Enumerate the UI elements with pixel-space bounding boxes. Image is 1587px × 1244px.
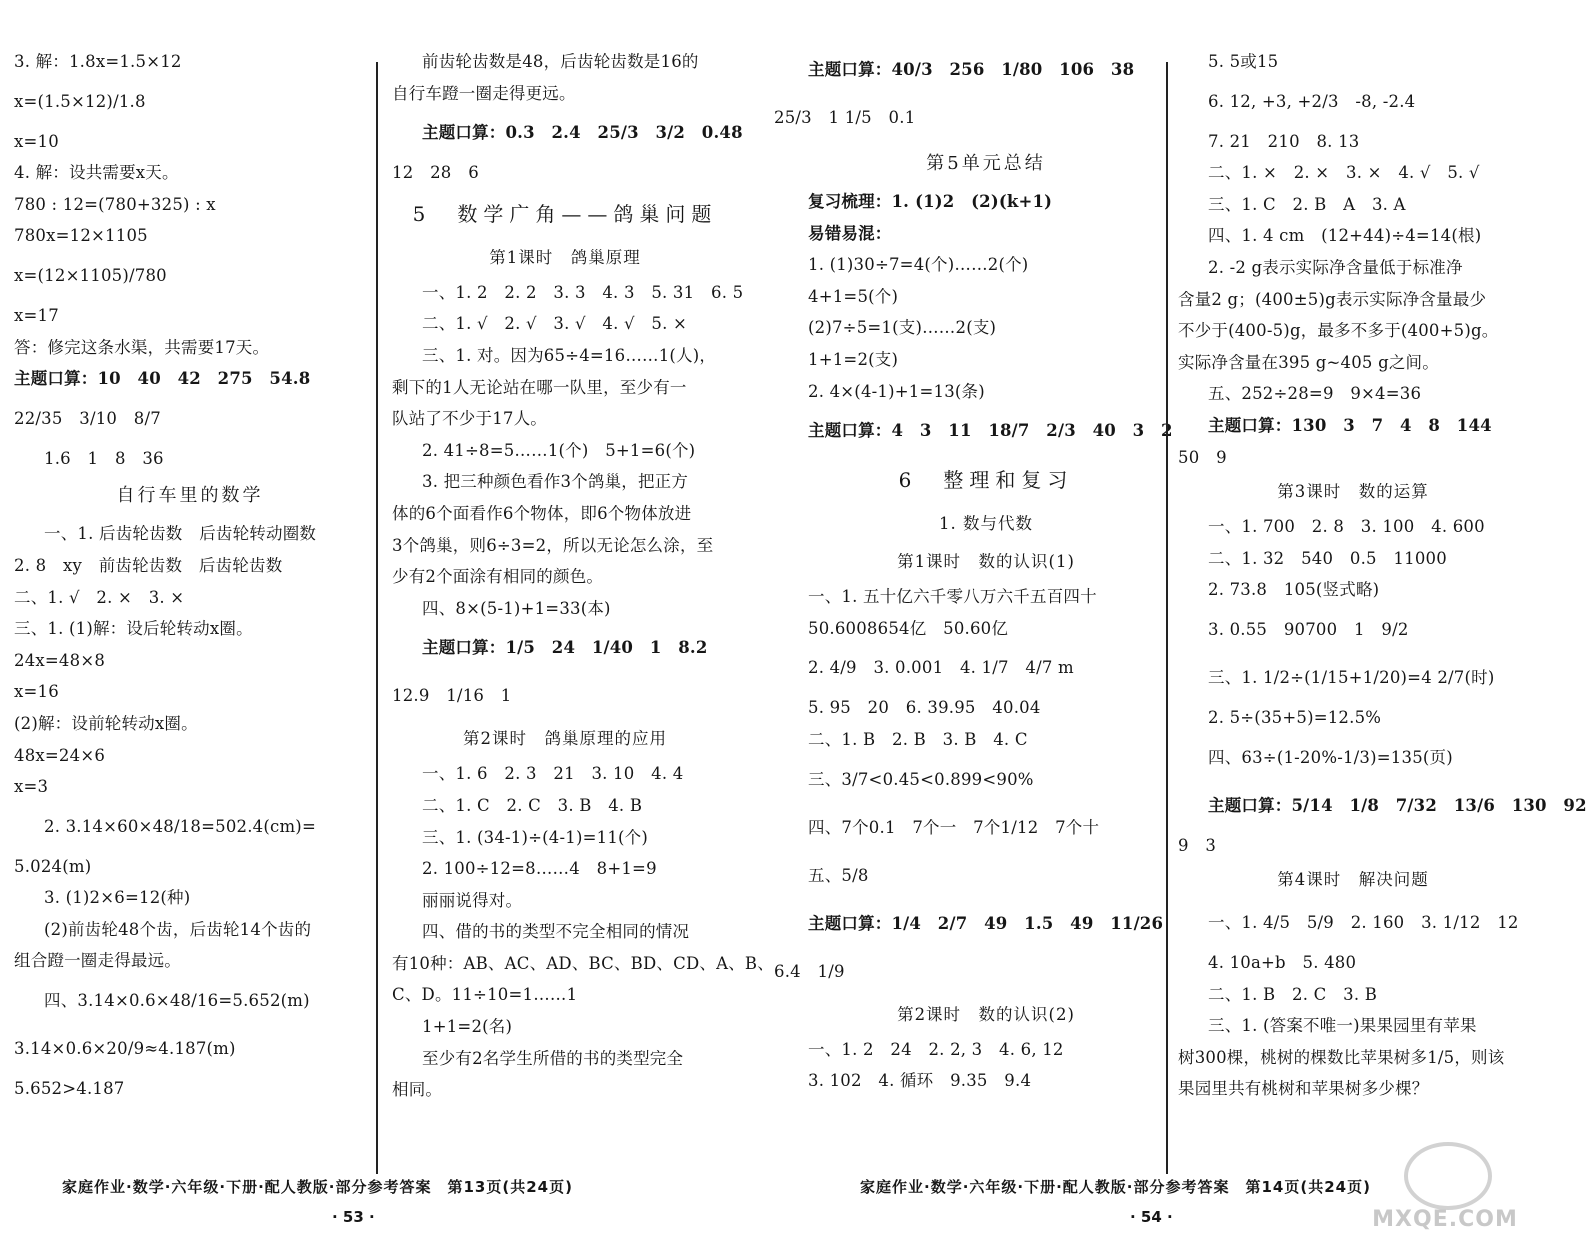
left-page-column-2 xyxy=(392,46,774,1106)
column-divider xyxy=(376,62,378,1174)
answer-line: 前齿轮齿数是48，后齿轮齿数是16的 xyxy=(422,52,699,71)
answer-line: 树300棵，桃树的棵数比苹果树多1/5，则该 xyxy=(1178,1047,1505,1067)
answer-line: 二、1. × 2. × 3. × 4. √ 5. √ xyxy=(1208,163,1480,183)
answer-line: 6. 12, +3, +2/3 -8, -2.4 xyxy=(1208,91,1416,111)
answer-line: 答：修完这条水渠，共需要17天。 xyxy=(14,337,270,357)
answer-line: x=(12×1105)/780 xyxy=(14,265,167,285)
answer-line: 2. 4×(4-1)+1=13(条) xyxy=(808,381,985,401)
mental-math-line: 主题口算：0.3 2.4 25/3 3/2 0.48 xyxy=(422,123,743,143)
answer-line: 二、1. B 2. B 3. B 4. C xyxy=(808,729,1028,749)
answer-line: 一、1. 4/5 5/9 2. 160 3. 1/12 12 xyxy=(1208,913,1519,933)
right-page xyxy=(768,0,1587,1244)
answer-line: 2. 8 xy 前齿轮齿数 后齿轮齿数 xyxy=(14,555,283,575)
answer-line: 五、252÷28=9 9×4=36 xyxy=(1208,384,1422,404)
answer-line: 四、7个0.1 7个一 7个1/12 7个十 xyxy=(808,817,1100,837)
answer-line: 3. 0.55 90700 1 9/2 xyxy=(1208,619,1409,639)
answer-line: 5. 5或15 xyxy=(1208,52,1279,71)
answer-line: 四、借的书的类型不完全相同的情况 xyxy=(422,922,690,942)
mental-math-line: 主题口算：4 3 11 18/7 2/3 40 3 2 xyxy=(808,421,1173,441)
answer-line: 一、1. 后齿轮齿数 后齿轮转动圈数 xyxy=(44,524,317,544)
answer-line: 2. 100÷12=8……4 8+1=9 xyxy=(422,859,657,879)
mental-math-line: 主题口算：1/4 2/7 49 1.5 49 11/26 xyxy=(808,913,1164,933)
answer-line: 丽丽说得对。 xyxy=(422,890,523,910)
mental-math-line: 主题口算：5/14 1/8 7/32 13/6 130 92 xyxy=(1208,795,1587,815)
page-number: · 54 · xyxy=(1130,1208,1173,1226)
answer-line: 3个鸽巢，则6÷3=2，所以无论怎么涂，至 xyxy=(392,535,714,555)
answer-line: x=(1.5×12)/1.8 xyxy=(14,91,146,111)
answer-line: 5. 95 20 6. 39.95 40.04 xyxy=(808,698,1041,718)
section-subtitle: 1. 数与代数 xyxy=(939,514,1033,534)
answer-line: 1. (1)30÷7=4(个)……2(个) xyxy=(808,255,1029,275)
answer-line: 有10种：AB、AC、AD、BC、BD、CD、A、B、 xyxy=(392,953,774,973)
answer-line: 4. 10a+b 5. 480 xyxy=(1208,953,1357,973)
answer-line: 五、5/8 xyxy=(808,865,869,885)
answer-line: 2. 5÷(35+5)=12.5% xyxy=(1208,707,1382,727)
answer-line: 实际净含量在395 g~405 g之间。 xyxy=(1178,352,1439,372)
answer-line: 25/3 1 1/5 0.1 xyxy=(774,108,916,127)
answer-line: 体的6个面看作6个物体，即6个物体放进 xyxy=(392,503,692,523)
answer-line: 二、1. B 2. C 3. B xyxy=(1208,984,1378,1004)
answer-line: 50 9 xyxy=(1178,447,1227,467)
section-title: 自行车里的数学 xyxy=(116,485,264,507)
watermark-site-text: MXQE.COM xyxy=(1372,1207,1518,1232)
lesson-title: 第1课时 数的认识(1) xyxy=(897,552,1075,572)
answer-line: 3.14×0.6×20/9≈4.187(m) xyxy=(14,1039,236,1059)
answer-line: 5.024(m) xyxy=(14,856,92,876)
left-page-column-1 xyxy=(14,46,366,1105)
answer-line: 780x=12×1105 xyxy=(14,226,148,246)
answer-line: 二、1. 32 540 0.5 11000 xyxy=(1208,548,1447,568)
answer-line: 3. 把三种颜色看作3个鸽巢，把正方 xyxy=(422,472,689,492)
answer-line: 组合蹬一圈走得最远。 xyxy=(14,951,181,971)
answer-line: 少有2个面涂有相同的颜色。 xyxy=(392,567,604,587)
answer-line: 5.652>4.187 xyxy=(14,1079,125,1099)
answer-line: 12 28 6 xyxy=(392,163,479,183)
answer-line: 三、1. 1/2÷(1/15+1/20)=4 2/7(时) xyxy=(1208,667,1495,687)
answer-line: 一、1. 2 24 2. 2, 3 4. 6, 12 xyxy=(808,1039,1064,1059)
answer-line: x=3 xyxy=(14,777,49,797)
answer-line: 队站了不少于17人。 xyxy=(392,409,547,429)
answer-line: 四、63÷(1-20%-1/3)=135(页) xyxy=(1208,747,1453,767)
answer-line: 至少有2名学生所借的书的类型完全 xyxy=(422,1048,684,1068)
review-line: 易错易混： xyxy=(808,223,892,243)
answer-line: 一、1. 6 2. 3 21 3. 10 4. 4 xyxy=(422,764,684,784)
answer-line: 3. (1)2×6=12(种) xyxy=(44,888,191,908)
review-line: 复习梳理：1. (1)2 (2)(k+1) xyxy=(808,192,1053,211)
answer-line: 1.6 1 8 36 xyxy=(44,448,164,468)
answer-line: 780 : 12=(780+325) : x xyxy=(14,194,216,214)
answer-line: 三、1. C 2. B A 3. A xyxy=(1208,194,1406,214)
answer-line: 9 3 xyxy=(1178,835,1217,855)
answer-line: x=17 xyxy=(14,305,59,325)
lesson-title: 第3课时 数的运算 xyxy=(1277,482,1429,502)
answer-line: 剩下的1人无论站在哪一队里，至少有一 xyxy=(392,377,687,397)
answer-line: 果园里共有桃树和苹果树多少棵？ xyxy=(1178,1079,1429,1099)
answer-line: 一、1. 700 2. 8 3. 100 4. 600 xyxy=(1208,517,1485,537)
right-page-column-2 xyxy=(1178,46,1587,1105)
answer-line: 四、3.14×0.6×48/16=5.652(m) xyxy=(44,991,310,1011)
answer-line: 2. 73.8 105(竖式略) xyxy=(1208,580,1380,600)
answer-line: 含量2 g；(400±5)g表示实际净含量最少 xyxy=(1178,289,1487,309)
answer-line: 4. 解：设共需要x天。 xyxy=(14,163,179,183)
answer-line: 不少于(400-5)g，最多不多于(400+5)g。 xyxy=(1178,321,1499,341)
answer-line: 二、1. √ 2. × 3. × xyxy=(14,587,185,607)
answer-line: 22/35 3/10 8/7 xyxy=(14,408,161,428)
answer-line: 二、1. C 2. C 3. B 4. B xyxy=(422,795,643,815)
answer-line: (2)前齿轮48个齿，后齿轮14个齿的 xyxy=(44,919,312,939)
answer-line: 48x=24×6 xyxy=(14,745,106,765)
page-number: · 53 · xyxy=(332,1208,375,1226)
answer-line: 2. 3.14×60×48/18=502.4(cm)= xyxy=(44,816,316,836)
section-title: 第5单元总结 xyxy=(926,153,1046,174)
answer-line: 3. 解：1.8x=1.5×12 xyxy=(14,52,182,71)
answer-line: C、D。11÷10=1……1 xyxy=(392,985,578,1005)
unit-title: 5 数学广角——鸽巢问题 xyxy=(412,201,718,226)
answer-line: 四、8×(5-1)+1=33(本) xyxy=(422,598,611,618)
answer-line: 2. 4/9 3. 0.001 4. 1/7 4/7 m xyxy=(808,658,1074,678)
answer-line: 2. 41÷8=5……1(个) 5+1=6(个) xyxy=(422,440,696,460)
answer-line: 自行车蹬一圈走得更远。 xyxy=(392,83,576,103)
answer-line: 三、1. (34-1)÷(4-1)=11(个) xyxy=(422,827,648,847)
answer-line: 50.6008654亿 50.60亿 xyxy=(808,618,1009,638)
answer-line: 二、1. √ 2. √ 3. √ 4. √ 5. × xyxy=(422,314,688,334)
mental-math-line: 主题口算：10 40 42 275 54.8 xyxy=(14,369,311,389)
lesson-title: 第2课时 鸽巢原理的应用 xyxy=(463,729,667,749)
answer-line: 一、1. 五十亿六千零八万六千五百四十 xyxy=(808,587,1097,607)
lesson-title: 第1课时 鸽巢原理 xyxy=(489,247,641,267)
answer-line: 1+1=2(支) xyxy=(808,349,899,369)
mental-math-line: 主题口算：1/5 24 1/40 1 8.2 xyxy=(422,638,708,658)
lesson-title: 第2课时 数的认识(2) xyxy=(897,1004,1075,1024)
answer-line: 1+1=2(名) xyxy=(422,1017,513,1037)
mental-math-line: 主题口算：130 3 7 4 8 144 xyxy=(1208,415,1492,435)
answer-line: (2)7÷5=1(支)……2(支) xyxy=(808,318,997,338)
answer-line: 6.4 1/9 xyxy=(774,961,845,981)
answer-line: 三、1. (1)解：设后轮转动x圈。 xyxy=(14,619,253,639)
answer-line: 相同。 xyxy=(392,1080,443,1100)
right-page-column-1 xyxy=(774,46,1173,1097)
answer-line: 四、1. 4 cm (12+44)÷4=14(根) xyxy=(1208,226,1482,246)
answer-line: (2)解：设前轮转动x圈。 xyxy=(14,713,198,733)
column-divider xyxy=(1166,62,1168,1174)
unit-title: 6 整理和复习 xyxy=(898,468,1074,493)
answer-line: 一、1. 2 2. 2 3. 3 4. 3 5. 31 6. 5 xyxy=(422,282,744,302)
watermark-logo xyxy=(1370,1142,1520,1236)
left-page xyxy=(0,0,774,1244)
answer-line: x=16 xyxy=(14,682,59,702)
mental-math-line: 主题口算：40/3 256 1/80 106 38 xyxy=(808,60,1135,79)
answer-line: 三、1. 对。因为65÷4=16……1(人)， xyxy=(422,345,717,365)
answer-line: 12.9 1/16 1 xyxy=(392,686,512,706)
watermark-circle-icon xyxy=(1404,1142,1492,1210)
answer-line: 4+1=5(个) xyxy=(808,286,899,306)
page-footer: 家庭作业·数学·六年级·下册·配人教版·部分参考答案 第13页(共24页) xyxy=(62,1178,573,1196)
answer-line: 24x=48×8 xyxy=(14,650,106,670)
lesson-title: 第4课时 解决问题 xyxy=(1277,870,1429,890)
answer-line: 2. -2 g表示实际净含量低于标准净 xyxy=(1208,257,1463,277)
page-footer: 家庭作业·数学·六年级·下册·配人教版·部分参考答案 第14页(共24页) xyxy=(860,1178,1371,1196)
answer-line: 三、1. (答案不唯一)果果园里有苹果 xyxy=(1208,1016,1477,1036)
answer-line: x=10 xyxy=(14,131,59,151)
answer-line: 三、3/7<0.45<0.899<90% xyxy=(808,769,1034,789)
answer-line: 3. 102 4. 循环 9.35 9.4 xyxy=(808,1071,1032,1091)
answer-line: 7. 21 210 8. 13 xyxy=(1208,131,1360,151)
